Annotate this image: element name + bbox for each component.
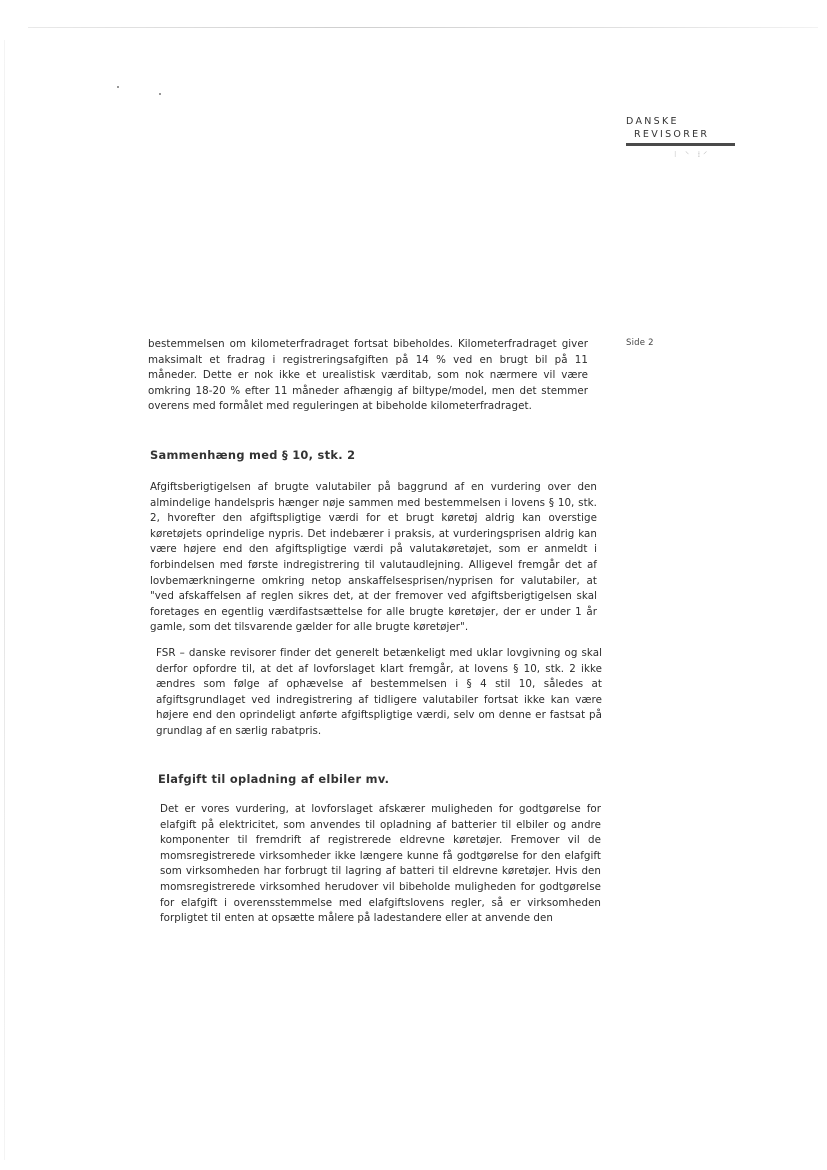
scan-edge-top [28,27,818,28]
paragraph-afgiftsberigtigelse: Afgiftsberigtigelsen af brugte valutabiler på baggrund af en vurdering over den almindelige handelspris hænger nøje sammen med bestemmelsen i lovens § 10, stk. 2, hvorefter den afgiftspligtige værdi for et brugt køretøj aldrig kan overstige køretøjets oprindelige nypris. Det indebærer i praksis, at vurderingsprisen aldrig kan være højere end den afgiftspligtige værdi på valutakøretøjet, som er anmeldt i forbindelsen med første indregistrering til valutaudlejning. Alligevel fremgår det af lovbemærkningerne omkring netop anskaffelsesprisen/nyprisen for valutabiler, at "ved afskaffelsen af reglen sikres det, at der fremover ved afgiftsberigtigelsen skal foretages en egentlig værdifastsættelse for alle brugte køretøjer, der er under 1 år gamle, som det tilsvarende gælder for alle brugte køretøjer". [150,481,597,634]
paragraph-elafgift: Det er vores vurdering, at lovforslaget afskærer muligheden for godtgørelse for elafgift på elektricitet, som anvendes til opladning af batterier til elbiler og andre komponenter til fremdrift af registrerede eldrevne køretøjer. Fremover vil de momsregistrerede virksomheder ikke længere kunne få godtgørelse for den elafgift som virksomheden har forbrugt til lagring af batteri til eldrevne køretøjer. Hvis den momsregistrerede virksomhed herudover vil bibeholde muligheden for godtgørelse for elafgift i overensstemmelse med elafgiftslovens regler, så er virksomheden forpligtet til enten at opsætte målere på ladestandere eller at anvende den [160,803,601,925]
scan-speck [117,86,119,88]
scan-speck [159,93,161,95]
logo-line-danske: DANSKE [626,116,679,127]
company-logo [626,115,736,160]
logo-line-revisorer: REVISORER [634,129,710,140]
heading-elafgift: Elafgift til opladning af elbiler mv. [158,772,390,786]
scan-edge-left [4,40,5,1160]
logo-faint-mark: ⁝ ⸌ ⁞⸍ [674,150,711,159]
paragraph-fsr-opfordring: FSR – danske revisorer finder det generelt betænkeligt med uklar lovgivning og skal derfor opfordre til, at det af lovforslaget klart fremgår, at lovens § 10, stk. 2 ikke ændres som følge af ophævelse af bestemmelsen i § 4 stil 10, således at afgiftsgrundlaget ved indregistrering af tidligere valutabiler fortsat ikke kan være højere end den oprindeligt anførte afgiftspligtige værdi, selv om denne er fastsat på grundlag af en særlig rabatpris. [156,647,602,737]
heading-sammenhaeng: Sammenhæng med § 10, stk. 2 [150,448,356,462]
page-number: Side 2 [626,338,654,348]
paragraph-kilometerfradrag: bestemmelsen om kilometerfradraget fortsat bibeholdes. Kilometerfradraget giver maksimalt et fradrag i registreringsafgiften på 14 % ved en brugt bil på 11 måneder. Dette er nok ikke et urealistisk værditab, som nok nærmere vil være omkring 18-20 % efter 11 måneder afhængig af biltype/model, men det stemmer overens med formålet med reguleringen at bibeholde kilometerfradraget. [148,338,588,413]
logo-rule [626,143,735,146]
